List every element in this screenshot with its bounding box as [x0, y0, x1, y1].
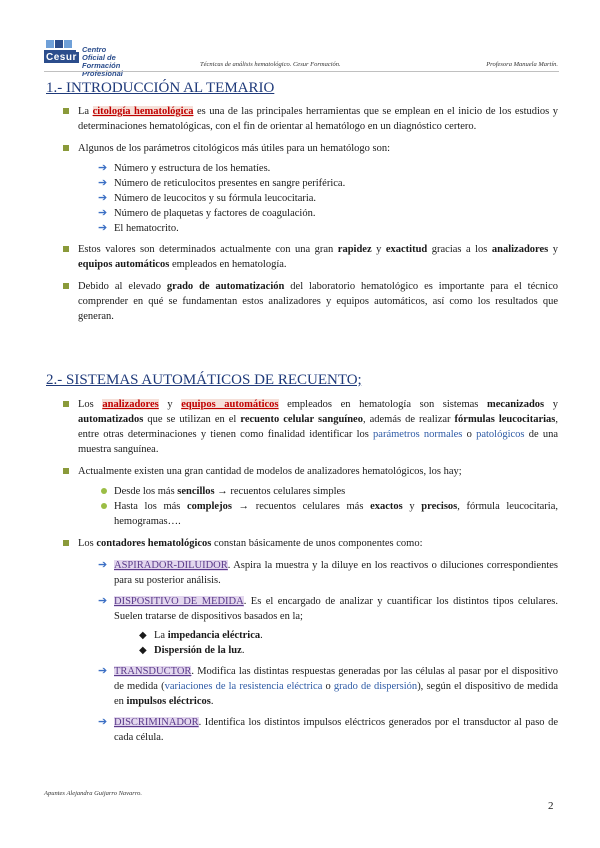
arrow-icon: ➔ [98, 207, 108, 219]
header-course: Técnicas de análisis hematológico. Cesur Formación. [200, 61, 341, 68]
header-teacher: Profesora Manuela Martín. [486, 61, 558, 68]
list-item: ➔ El hematocrito. [98, 222, 179, 234]
list-item: ➔ Número de reticulocitos presentes en sangre periférica. [98, 177, 346, 189]
section-2-title: 2.- SISTEMAS AUTOMÁTICOS DE RECUENTO; [46, 372, 362, 388]
component-list [44, 558, 558, 745]
bullet-square-icon [63, 145, 69, 151]
diamond-icon: ◆ [139, 630, 147, 641]
paragraph: Actualmente existen una gran cantidad de modelos de analizadores hematológicos, los hay; [44, 464, 558, 479]
list-item: Desde los más sencillos → recuentos celulares simples [44, 484, 558, 499]
arrow-icon: ➔ [98, 665, 108, 677]
paragraph: Estos valores son determinados actualmente con una gran rapidez y exactitud gracias a los analizadores y equipos automáticos empleados en hematología. [44, 242, 558, 272]
logo-word: Cesur [46, 52, 77, 63]
header-rule [44, 71, 559, 72]
section-1-title: 1.- INTRODUCCIÓN AL TEMARIO [46, 80, 275, 96]
bullet-square-icon [63, 540, 69, 546]
paragraph: Los contadores hematológicos constan básicamente de unos componentes como: [44, 536, 558, 551]
list-item: ➔ Número de plaquetas y factores de coagulación. [98, 207, 316, 219]
list-item: ➔ Número y estructura de los hematíes. [98, 162, 271, 174]
paragraph: Algunos de los parámetros citológicos más útiles para un hematólogo son: [44, 141, 558, 156]
arrow-icon: ➔ [98, 192, 108, 204]
diamond-icon: ◆ [139, 645, 147, 656]
component-discriminador: ➔ DISCRIMINADOR. Identifica los distintos impulsos eléctricos generados por el transductor al paso de cada célula. [98, 716, 558, 743]
list-item: ◆ La impedancia eléctrica. [139, 630, 263, 641]
logo-text [82, 46, 123, 78]
section-1-body [44, 104, 558, 324]
page-header [44, 40, 560, 80]
term-citologia: citología hematológica [92, 106, 194, 117]
bullet-dot-icon [101, 503, 107, 509]
paragraph: Los analizadores y equipos automáticos empleados en hematología son sistemas mecanizados y automatizados que se utilizan en el recuento celular sanguíneo, además de realizar fórmulas leucocitarias, entre otras determinaciones y tienen como finalidad identificar los parámetros normales o patológicos de una muestra sanguínea. [44, 397, 558, 457]
logo-line1: Centro Oficial de [82, 45, 116, 62]
bullet-square-icon [63, 108, 69, 114]
list-item: Hasta los más complejos → recuentos celulares más exactos y precisos, fórmula leucocitaria, hemogramas…. [44, 499, 558, 529]
arrow-icon: ➔ [98, 559, 108, 571]
section-2-body [44, 397, 558, 745]
list-item: ➔ Número de leucocitos y su fórmula leucocitaria. [98, 192, 317, 204]
footer-author: Apuntes Alejandra Guijarro Navarro. [44, 790, 142, 797]
bullet-dot-icon [101, 488, 107, 494]
paragraph: Debido al elevado grado de automatización del laboratorio hematológico es importante para el técnico comprender en qué se fundamentan estos analizadores y equipos automáticos, así como los resultados que generan. [44, 279, 558, 324]
bullet-square-icon [63, 283, 69, 289]
arrow-icon: ➔ [98, 595, 108, 607]
list-item: ◆ Dispersión de la luz. [139, 645, 245, 656]
logo-line2: Formación Profesional [82, 61, 123, 78]
arrow-icon: ➔ [98, 177, 108, 189]
parameter-list [44, 161, 558, 236]
page-number: 2 [548, 800, 554, 812]
paragraph: La citología hematológica es una de las principales herramientas que se emplean en el inicio de los estudios y determinaciones hematológicas, con el fin de orientar al hematólogo en un diagnóstico certero. [44, 104, 558, 134]
component-transductor: ➔ TRANSDUCTOR. Modifica las distintas respuestas generadas por las células al pasar por el dispositivo de medida (variaciones de la resistencia eléctrica o grado de dispersión), según el dispositivo de medida en impulsos eléctricos. [98, 665, 559, 707]
component-dispositivo: ➔ DISPOSITIVO DE MEDIDA. Es el encargado de analizar y cuantificar los distintos tipos celulares. Suelen tratarse de dispositivos basados en la; [98, 595, 558, 622]
model-list [44, 484, 558, 529]
arrow-icon: ➔ [98, 222, 108, 234]
arrow-icon: ➔ [98, 162, 108, 174]
arrow-icon: ➔ [98, 716, 108, 728]
component-aspirador: ➔ ASPIRADOR-DILUIDOR. Aspira la muestra y la diluye en los reactivos o diluciones correspondientes para su posterior análisis. [98, 559, 558, 586]
bullet-square-icon [63, 468, 69, 474]
bullet-square-icon [63, 246, 69, 252]
bullet-square-icon [63, 401, 69, 407]
